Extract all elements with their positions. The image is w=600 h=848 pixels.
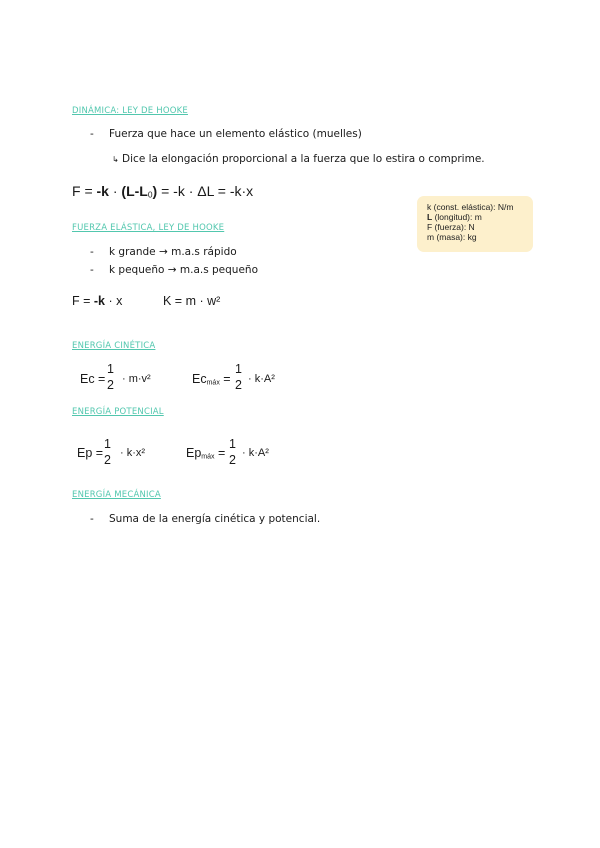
formula-part: = -k · ΔL = (157, 183, 230, 199)
formula-part: ) (152, 183, 158, 199)
formula-part: Ec (192, 372, 207, 386)
heading-energia-mecanica: ENERGÍA MECÁNICA (72, 490, 161, 500)
fraction-numerator: 1 (104, 437, 111, 451)
bullet-text: Suma de la energía cinética y potencial. (109, 513, 321, 525)
kinetic-max-lhs (192, 372, 231, 386)
kinetic-rhs: · m·v² (122, 373, 151, 385)
formula-subscript: 0 (147, 189, 153, 200)
kinetic-lhs: Ec = (80, 372, 106, 386)
bullet-dash: - (90, 513, 94, 525)
hooke-formula (72, 183, 253, 200)
formula-part: -k·x (229, 183, 254, 199)
formula-part: = (219, 372, 231, 386)
fraction-numerator: 1 (107, 362, 114, 376)
formula-part: -k (96, 183, 109, 199)
fraction-denominator: 2 (104, 453, 111, 467)
heading-fuerza-elastica: FUERZA ELÁSTICA, LEY DE HOOKE (72, 223, 225, 233)
formula-part: · x (105, 294, 123, 308)
formula-part: F = (72, 183, 97, 199)
heading-dinamica: DINÁMICA: LEY DE HOOKE (72, 106, 188, 116)
fraction-denominator: 2 (107, 378, 114, 392)
list-item-dash: - (90, 246, 94, 258)
sub-arrow-icon: ↳ (112, 155, 119, 164)
bullet-text: Fuerza que hace un elemento elástico (muelles) (109, 128, 362, 140)
formula-subscript: máx (201, 453, 215, 461)
note-line (427, 212, 533, 222)
potential-max-lhs (186, 446, 225, 460)
note-bold: L (427, 212, 433, 222)
note-line: m (masa): kg (427, 232, 477, 242)
list-item-dash: - (90, 264, 94, 276)
fraction-numerator: 1 (235, 362, 242, 376)
formula-part: = (214, 446, 226, 460)
list-item: k grande → m.a.s rápido (109, 246, 237, 258)
fraction-numerator: 1 (229, 437, 236, 451)
kinetic-max-rhs: · k·A² (248, 373, 275, 385)
elastic-force-formula (72, 294, 122, 308)
formula-part: Ep (186, 446, 202, 460)
note-line: F (fuerza): N (427, 222, 475, 232)
fraction-denominator: 2 (235, 378, 242, 392)
heading-energia-cinetica: ENERGÍA CINÉTICA (72, 341, 156, 351)
constant-formula: K = m · w² (163, 294, 221, 308)
potential-lhs: Ep = (77, 446, 104, 460)
formula-part: · (108, 183, 122, 199)
fraction-denominator: 2 (229, 453, 236, 467)
note-line: k (const. elástica): N/m (427, 202, 514, 212)
list-item: k pequeño → m.a.s pequeño (109, 264, 259, 276)
bullet-dash: - (90, 128, 94, 140)
note-rest: (longitud): m (432, 212, 482, 222)
heading-energia-potencial: ENERGÍA POTENCIAL (72, 407, 164, 417)
sub-bullet-text: Dice la elongación proporcional a la fuerza que lo estira o comprime. (122, 153, 485, 165)
sub-bullet (112, 153, 485, 165)
units-note (417, 196, 533, 252)
formula-part: -k (93, 294, 106, 308)
formula-part: (L-L (121, 183, 148, 199)
formula-part: F = (72, 294, 94, 308)
formula-subscript: máx (206, 379, 220, 387)
potential-rhs: · k·x² (120, 447, 146, 459)
potential-max-rhs: · k·A² (242, 447, 269, 459)
